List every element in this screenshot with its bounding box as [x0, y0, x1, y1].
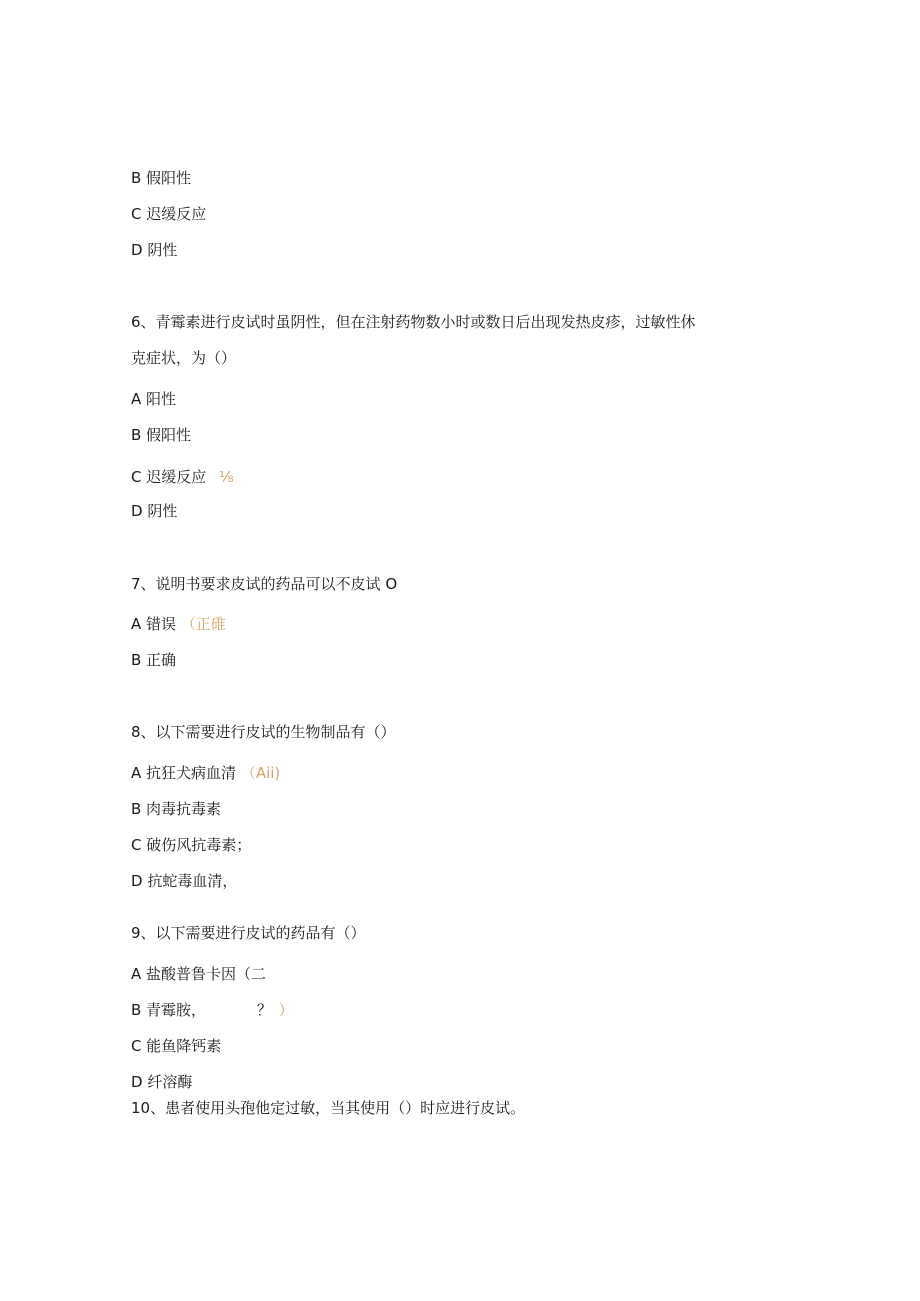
q5-option-b: B 假阳性	[131, 169, 192, 187]
q6-stem-line1: 6、青霉素进行皮试时虽阴性，但在注射药物数小时或数日后出现发热皮疹，过敏性休	[131, 313, 696, 331]
q6-answer-mark: ⅛	[219, 468, 234, 486]
q9-option-b-suffix: ？	[256, 1001, 272, 1019]
q5-option-d: D 阴性	[131, 241, 178, 259]
q7-option-b: B 正确	[131, 651, 177, 669]
q9-option-c: C 能鱼降钙素	[131, 1037, 222, 1055]
q8-stem: 8、以下需要进行皮试的生物制品有（）	[131, 723, 396, 741]
q6-option-c-row	[131, 467, 234, 487]
q9-stem: 9、以下需要进行皮试的药品有（）	[131, 924, 366, 942]
q5-option-c: C 迟缓反应	[131, 205, 207, 223]
q6-option-b: B 假阳性	[131, 426, 192, 444]
q9-option-d: D 纤溶酶	[131, 1073, 193, 1091]
q9-option-a: A 盐酸普鲁卡因（二	[131, 965, 267, 983]
q9-answer-mark: ）	[278, 1001, 294, 1019]
q6-option-a: A 阳性	[131, 390, 177, 408]
q6-option-c: C 迟缓反应	[131, 468, 207, 486]
q8-option-d: D 抗蛇毒血清，	[131, 872, 238, 890]
q6-stem-line2: 克症状，为（）	[131, 349, 237, 367]
q6-option-d: D 阴性	[131, 502, 178, 520]
q8-option-c: C 破伤风抗毒素；	[131, 836, 252, 854]
q7-answer-mark: （正碓	[180, 615, 226, 633]
q7-option-a-row	[131, 614, 226, 634]
q10-stem: 10、患者使用头孢他定过敏，当其使用（）时应进行皮试。	[131, 1099, 526, 1117]
q8-option-b: B 肉毒抗毒素	[131, 800, 222, 818]
q9-option-b-row	[131, 1000, 294, 1020]
q8-option-a: A 抗狂犬病血清	[131, 764, 237, 782]
q8-option-a-row	[131, 763, 280, 783]
q7-option-a: A 错误	[131, 615, 177, 633]
q7-stem: 7、说明书要求皮试的药品可以不皮试 O	[131, 575, 398, 593]
q8-answer-mark: （Aii)	[240, 764, 281, 782]
q9-option-b: B 青霉胺，	[131, 1001, 207, 1019]
